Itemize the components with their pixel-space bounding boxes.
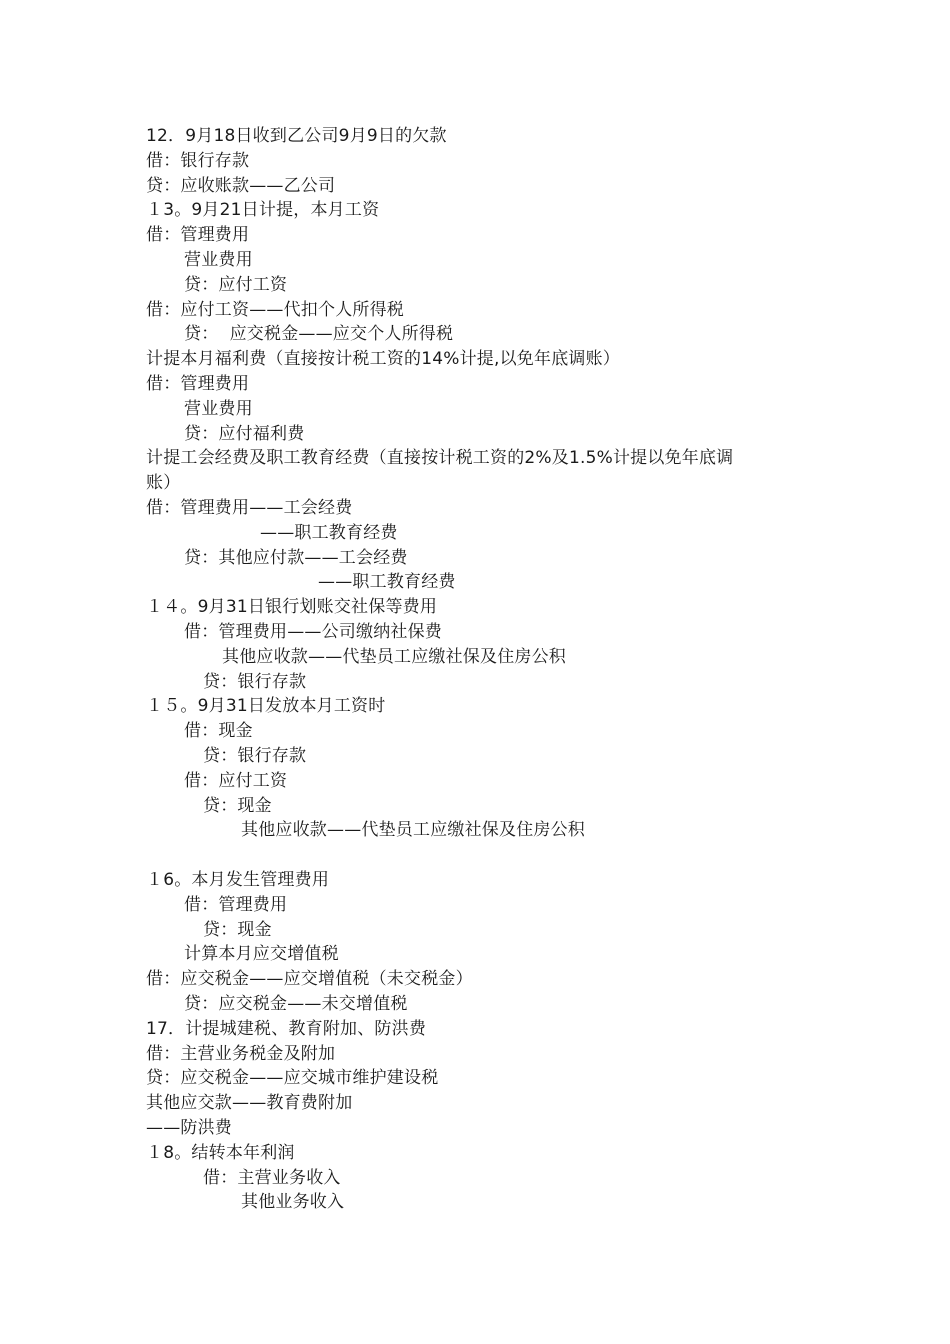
text-line: 借：应付工资——代扣个人所得税 — [146, 299, 404, 320]
text-line: 借：管理费用 — [146, 225, 250, 246]
text-line: ——职工教育经费 — [318, 572, 456, 593]
text-line: 账） — [146, 473, 181, 494]
text-line: １3。9月21日计提，本月工资 — [146, 200, 380, 221]
text-line: １５。9月31日发放本月工资时 — [146, 696, 386, 717]
text-line: 贷：应付福利费 — [184, 423, 305, 444]
text-line: 贷：应交税金——未交增值税 — [184, 994, 408, 1014]
text-line: 贷：银行存款 — [203, 671, 307, 692]
text-line: 计提本月福利费（直接按计税工资的14%计提,以免年底调账） — [146, 349, 620, 370]
text-line: 借：管理费用——工会经费 — [146, 498, 353, 518]
text-line: 借：应交税金——应交增值税（未交税金） — [146, 969, 473, 990]
text-line: 贷：应付工资 — [184, 274, 288, 295]
text-line: 计提工会经费及职工教育经费（直接按计税工资的2%及1.5%计提以免年底调 — [146, 448, 734, 469]
text-line: 借：主营业务税金及附加 — [146, 1043, 336, 1064]
text-line: 借：管理费用 — [146, 374, 250, 394]
text-line: 贷：应收账款——乙公司 — [146, 175, 336, 196]
text-line: 其他应收款——代垫员工应缴社保及住房公积 — [241, 820, 585, 841]
text-line: ——职工教育经费 — [260, 522, 398, 543]
text-line: 其他应交款——教育费附加 — [146, 1093, 353, 1114]
text-line: 营业费用 — [184, 250, 253, 270]
text-line: １４。9月31日银行划账交社保等费用 — [146, 597, 438, 618]
text-line: 12．9月18日收到乙公司9月9日的欠款 — [146, 126, 447, 146]
text-line: １8。结转本年利润 — [146, 1142, 295, 1163]
text-line: １6。本月发生管理费用 — [146, 870, 330, 890]
text-line: 借：银行存款 — [146, 150, 250, 171]
text-line: 贷：现金 — [203, 919, 272, 940]
text-line: ——防洪费 — [146, 1118, 232, 1138]
text-line: 借：管理费用——公司缴纳社保费 — [184, 622, 442, 642]
text-line: 借：现金 — [184, 721, 253, 742]
text-line: 其他应收款——代垫员工应缴社保及住房公积 — [222, 646, 566, 667]
text-line: 贷：应交税金——应交城市维护建设税 — [146, 1068, 439, 1089]
text-line: 计算本月应交增值税 — [184, 944, 339, 965]
text-line: 其他业务收入 — [241, 1192, 345, 1213]
text-line: 营业费用 — [184, 398, 253, 419]
text-line: 借：应付工资 — [184, 770, 288, 791]
text-line: 贷： 应交税金——应交个人所得税 — [184, 324, 454, 345]
text-line: 17．计提城建税、教育附加、防洪费 — [146, 1018, 427, 1039]
text-line: 借：管理费用 — [184, 894, 288, 915]
text-line: 贷：现金 — [203, 795, 272, 816]
text-line: 贷：其他应付款——工会经费 — [184, 547, 408, 568]
text-line: 贷：银行存款 — [203, 746, 307, 766]
text-line: 借：主营业务收入 — [203, 1167, 341, 1188]
